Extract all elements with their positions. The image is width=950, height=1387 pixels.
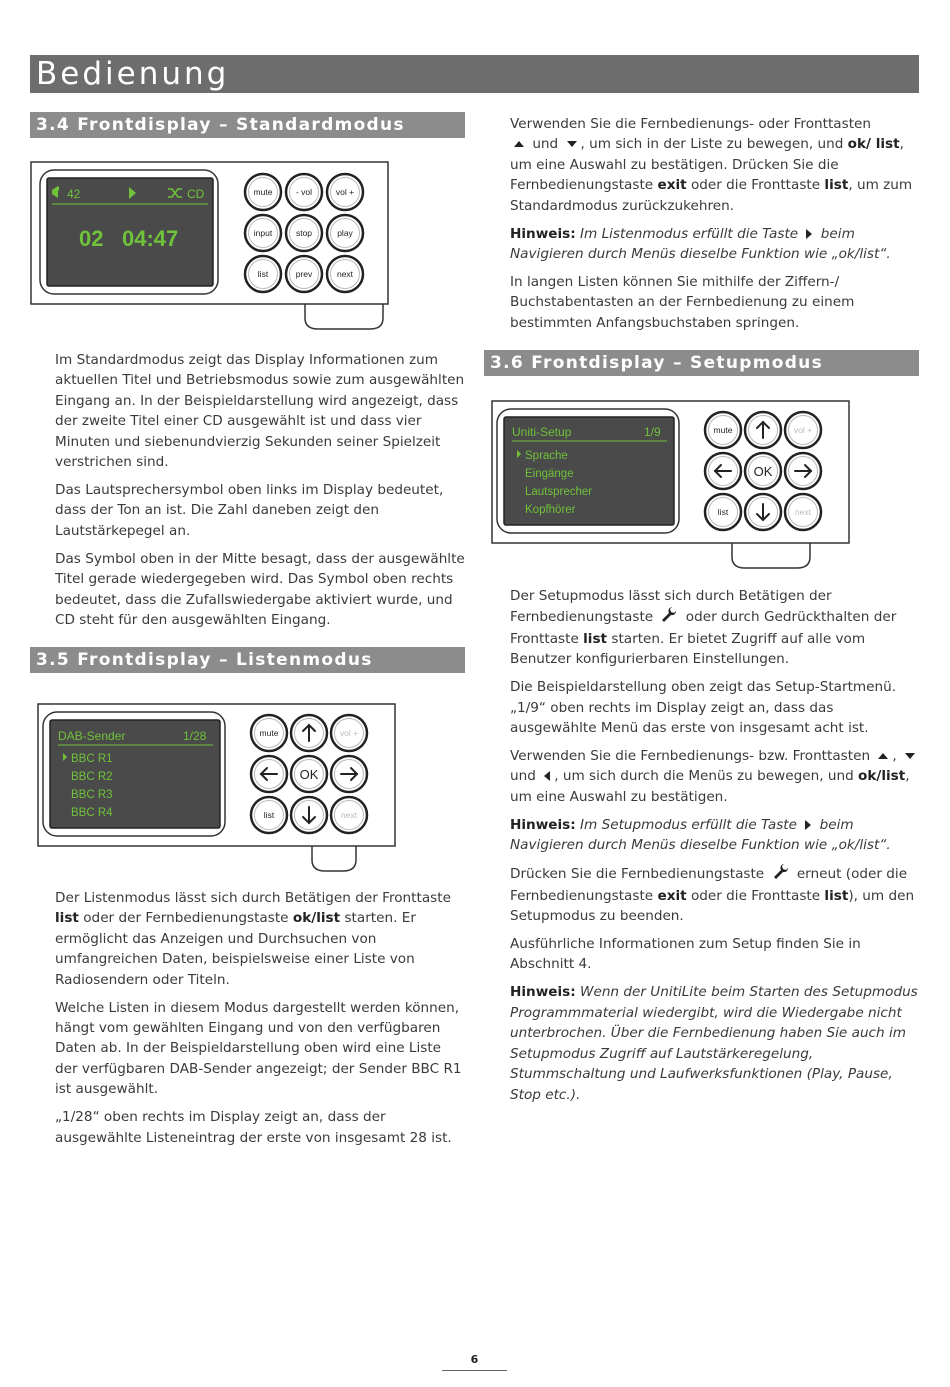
mute-button[interactable] [705,412,741,448]
svg-text:vol +: vol + [793,425,813,435]
paragraph: Der Listenmodus lässt sich durch Betätigen der Fronttaste list oder der Fernbedienungstaste ok/list starten. Er ermöglicht das Anzeigen und Durchsuchen von umfangreichen Daten, beispielsweise einer Liste von Radiosendern oder Titeln. [55,890,451,988]
paragraph: Das Symbol oben in der Mitte besagt, dass der ausgewählte Titel gerade wiedergegeben wird. Das Symbol oben rechts bedeutet, dass die Zufallswiedergabe aktiviert wurde, und CD steht für den ausgewählten Eingang. [55,550,465,629]
svg-text:OK: OK [753,464,773,479]
svg-text:list: list [257,269,269,279]
svg-text:mute: mute [713,425,733,435]
front-display-setup [491,399,851,571]
svg-text:vol +: vol + [335,187,355,197]
vol-down-button[interactable] [286,174,322,210]
paragraph: Drücken Sie die Fernbedienungstaste erneut (oder die Fernbedienungstaste exit oder die Fronttaste list), um den Setupmodus zu beenden. [510,863,920,926]
setup-item[interactable]: Eingänge [525,468,574,480]
paragraph: „1/28“ oben rechts im Display zeigt an, dass der ausgewählte Listeneintrag der erste von insgesamt 28 ist. [55,1109,452,1146]
note: Hinweis: Wenn der UnitiLite beim Starten des Setupmodus Programmmaterial wiedergibt, wird die Wiedergabe nicht unterbrochen. Über die Fernbedienung haben Sie auch im Setupmodus Zugriff auf Lautstärkeregelung, Stummschaltung und Laufwerksfunktionen (Play, Pause, Stop etc.). [510,984,918,1103]
svg-text:next: next [336,269,354,279]
right-arrow-icon [806,229,812,239]
list-title: DAB-Sender [58,729,126,743]
svg-text:vol +: vol + [339,728,359,738]
section-heading-3-5: 3.5 Frontdisplay – Listenmodus [30,647,465,673]
arrow-right-button[interactable] [785,453,821,489]
paragraph: Verwenden Sie die Fernbedienungs- bzw. Fronttasten , und , um sich durch die Menüs zu bewegen, und ok/list, um eine Auswahl zu bestätigen. [510,746,920,807]
input-button[interactable] [245,215,281,251]
paragraph: Ausführliche Informationen zum Setup finden Sie in Abschnitt 4. [510,936,861,973]
arrow-right-button[interactable] [331,756,367,792]
right-arrow-icon [805,820,811,830]
list-index: 1/28 [183,729,207,743]
next-button[interactable] [331,797,367,833]
front-display-list [37,702,397,874]
list-button[interactable] [705,494,741,530]
paragraph: Das Lautsprechersymbol oben links im Display bedeutet, dass der Ton an ist. Die Zahl daneben zeigt den Lautstärkepegel an. [55,482,444,539]
arrow-down-button[interactable] [291,797,327,833]
svg-text:input: input [253,228,273,238]
list-item[interactable]: BBC R1 [71,753,113,765]
svg-text:mute: mute [259,728,279,738]
paragraph: In langen Listen können Sie mithilfe der Ziffern-/ Buchstabentasten an der Fernbedienung zu einem bestimmten Anfangsbuchstaben springen. [510,274,855,331]
section-heading-3-4: 3.4 Frontdisplay – Standardmodus [30,112,465,138]
down-arrow-icon [567,141,577,147]
wrench-icon [773,863,789,885]
paragraph: Die Beispieldarstellung oben zeigt das Setup-Startmenü. „1/9“ oben rechts im Display zeigt an, dass das ausgewählte Menü das erste von insgesamt acht ist. [510,679,897,737]
paragraph: Welche Listen in diesem Modus dargestellt werden können, hängt vom gewählten Eingang und von den verfügbaren Daten ab. In der Beispieldarstellung oben wird eine Liste der verfügbaren DAB-Sender angezeigt; der Sender BBC R1 ist ausgewählt. [55,999,462,1098]
next-button[interactable] [327,256,363,292]
next-button[interactable] [785,494,821,530]
page-number: 6 [442,1353,507,1371]
setup-index: 1/9 [644,425,661,439]
source-label: CD [187,187,205,201]
setup-item[interactable]: Kopfhörer [525,504,576,516]
setup-item[interactable]: Lautsprecher [525,486,593,498]
down-arrow-icon [905,753,915,759]
list-button[interactable] [251,797,287,833]
vol-up-button[interactable] [785,412,821,448]
arrow-left-button[interactable] [705,453,741,489]
vol-up-button[interactable] [327,174,363,210]
elapsed-time: 04:47 [122,226,179,251]
list-button[interactable] [245,256,281,292]
list-item[interactable]: BBC R2 [71,771,113,783]
front-display-standard [30,160,390,332]
vol-up-button[interactable] [331,715,367,751]
prev-button[interactable] [286,256,322,292]
svg-text:mute: mute [253,187,273,197]
wrench-icon [661,606,677,628]
arrow-up-button[interactable] [291,715,327,751]
note: Hinweis: Im Listenmodus erfüllt die Taste beim Navigieren durch Menüs dieselbe Funktion wie „ok/list“. [510,225,891,263]
svg-text:next: next [794,507,812,517]
ok-button[interactable] [745,453,781,489]
volume-level: 42 [67,187,81,201]
svg-text:list: list [717,507,729,517]
up-arrow-icon [878,753,888,759]
arrow-up-button[interactable] [745,412,781,448]
stop-button[interactable] [286,215,322,251]
paragraph: Verwenden Sie die Fernbedienungs- oder Fronttasten und , um sich in der Liste zu bewegen, und ok/ list, um eine Auswahl zu bestätigen. Drücken Sie die Fernbedienungstaste exit oder die Fronttaste list, um zum Standardmodus zurückzukehren. [510,116,913,214]
ok-button[interactable] [291,756,327,792]
right-text-list [510,114,920,341]
svg-text:next: next [340,810,358,820]
setup-item[interactable]: Sprache [525,450,568,462]
play-button[interactable] [327,215,363,251]
svg-text:prev: prev [295,269,313,279]
svg-text:play: play [337,228,353,238]
up-arrow-icon [514,141,524,147]
svg-text:OK: OK [299,767,319,782]
arrow-left-button[interactable] [251,756,287,792]
setup-title: Uniti-Setup [512,425,572,439]
page-title: Bedienung [36,56,230,92]
svg-text:list: list [263,810,275,820]
svg-text:stop: stop [295,228,313,238]
list-item[interactable]: BBC R3 [71,789,113,801]
track-number: 02 [79,226,104,251]
left-arrow-icon [544,771,550,781]
mute-button[interactable] [251,715,287,751]
left-text-list [55,888,465,1156]
page-header [30,55,919,93]
section-heading-3-6: 3.6 Frontdisplay – Setupmodus [484,350,919,376]
svg-text:- vol: - vol [295,187,313,197]
paragraph: Der Setupmodus lässt sich durch Betätigen der Fernbedienungstaste oder durch Gedrückthalten der Fronttaste list starten. Er bietet Zugriff auf alle vom Benutzer konfigurierbaren Einstellungen. [510,588,897,668]
right-text-setup [510,586,920,1113]
note: Hinweis: Im Setupmodus erfüllt die Taste beim Navigieren durch Menüs dieselbe Funktion wie „ok/list“. [510,816,891,854]
mute-button[interactable] [245,174,281,210]
arrow-down-button[interactable] [745,494,781,530]
left-text-standard [55,350,465,638]
paragraph: Im Standardmodus zeigt das Display Informationen zum aktuellen Titel und Betriebsmodus sowie zum ausgewählten Eingang an. In der Beispieldarstellung wird angezeigt, dass der zweite Titel einer CD ausgewählt ist und dass vier Minuten und siebenundvierzig Sekunden seiner Spielzeit verstrichen sind. [55,352,465,471]
list-item[interactable]: BBC R4 [71,807,113,819]
